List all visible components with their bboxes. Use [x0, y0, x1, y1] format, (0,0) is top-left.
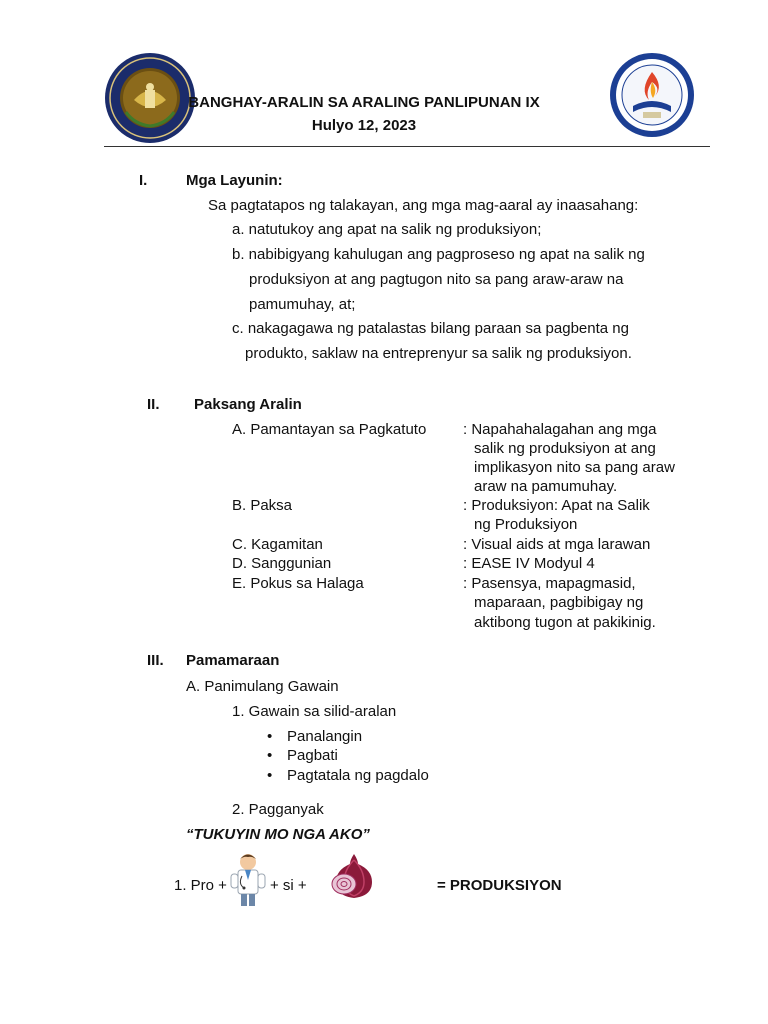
section-3-numeral: III. — [147, 652, 164, 669]
game-title: “TUKUYIN MO NGA AKO” — [186, 826, 370, 843]
document-title: BANGHAY-ARALIN SA ARALING PANLIPUNAN IX — [188, 94, 540, 111]
activity-2: 2. Pagganyak — [232, 801, 324, 818]
subject-row-label: D. Sanggunian — [232, 555, 332, 572]
subject-row-value: maparaan, pagbibigay ng — [474, 594, 644, 611]
subject-row-value: : Pasensya, mapagmasid, — [463, 575, 636, 592]
subject-row-label: E. Pokus sa Halaga — [232, 575, 364, 592]
subject-row-label: C. Kagamitan — [232, 536, 323, 553]
subject-row-label: A. Pamantayan sa Pagkatuto — [232, 421, 427, 438]
subject-row-value: : Produksiyon: Apat na Salik — [463, 497, 650, 514]
subject-row-value: : EASE IV Modyul 4 — [463, 555, 595, 572]
objective-c-line1: c. nakagagawa ng patalastas bilang paraan sa pagbenta ng — [232, 320, 629, 337]
subject-row-label: B. Paksa — [232, 497, 293, 514]
bullet-item: • Pagbati — [287, 747, 338, 765]
subject-row-value: aktibong tugon at pakikinig. — [474, 614, 656, 631]
doctor-icon — [228, 850, 268, 910]
procedure-a: A. Panimulang Gawain — [186, 678, 339, 695]
section-1-heading: Mga Layunin: — [186, 172, 283, 189]
objective-a: a. natutukoy ang apat na salik ng produksiyon; — [232, 221, 542, 238]
objective-b-line2: produksiyon at ang pagtugon nito sa pang araw-araw na — [249, 271, 624, 288]
activity-1: 1. Gawain sa silid-aralan — [232, 703, 397, 720]
header-divider — [104, 146, 710, 147]
objectives-intro: Sa pagtatapos ng talakayan, ang mga mag-aaral ay inaasahang: — [208, 197, 639, 214]
puzzle-answer: = PRODUKSIYON — [437, 877, 562, 894]
bullet-item: • Panalangin — [287, 728, 362, 746]
onion-icon — [328, 850, 380, 902]
subject-row-value: salik ng produksiyon at ang — [474, 440, 656, 457]
section-3-heading: Pamamaraan — [186, 652, 280, 669]
objective-c-line2: produkto, saklaw na entreprenyur sa salik ng produksiyon. — [245, 345, 632, 362]
subject-row-value: implikasyon nito sa pang araw — [474, 459, 675, 476]
document-date: Hulyo 12, 2023 — [311, 117, 417, 134]
section-1-numeral: I. — [139, 172, 148, 189]
puzzle-part-1: 1. Pro + — [174, 877, 227, 894]
subject-row-value: : Visual aids at mga larawan — [463, 536, 651, 553]
section-2-heading: Paksang Aralin — [194, 396, 302, 413]
objective-b-line1: b. nabibigyang kahulugan ang pagproseso ng apat na salik ng — [232, 246, 645, 263]
subject-row-value: ng Produksiyon — [474, 516, 578, 533]
bullet-item: • Pagtatala ng pagdalo — [287, 767, 429, 785]
objective-b-line3: pamumuhay, at; — [249, 296, 356, 313]
subject-row-value: araw na pamumuhay. — [474, 478, 618, 495]
section-2-numeral: II. — [147, 396, 160, 413]
subject-row-value: : Napahahalagahan ang mga — [463, 421, 657, 438]
puzzle-part-2: + si + — [270, 877, 307, 894]
